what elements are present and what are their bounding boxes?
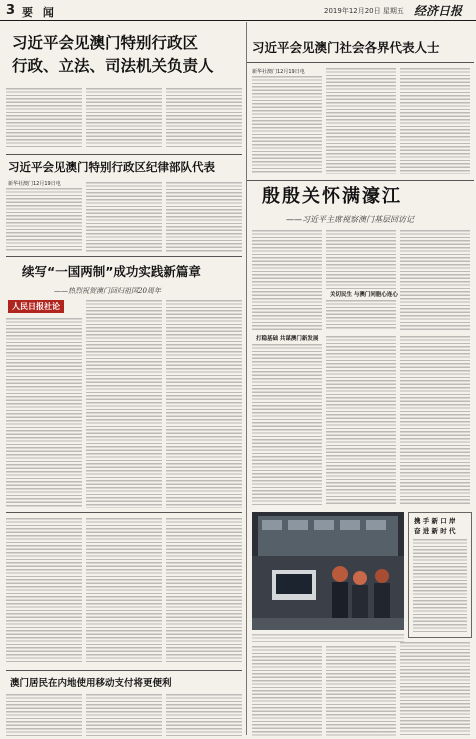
article-4-body-col-2: [326, 230, 396, 290]
issue-date: 2019年12月20日 星期五: [324, 7, 404, 15]
news-photo: [252, 512, 404, 630]
article-3-body-col-1: [6, 188, 82, 252]
article-4-body-col-5: [326, 336, 396, 506]
divider: [6, 512, 242, 513]
photo-caption-lines: [252, 634, 404, 642]
divider: [246, 62, 474, 63]
article-4-body-col-4: [252, 344, 322, 506]
divider: [6, 154, 242, 155]
article-4-subhead-2: 打稳基础 共谋澳门新发展: [256, 336, 319, 342]
side-box: [408, 512, 472, 638]
article-6-title: 澳门居民在内地使用移动支付将更便利: [10, 678, 172, 689]
article-4-subtitle: ——习近平主席视察澳门基层回访记: [286, 215, 414, 224]
article-3-byline: 新华社澳门12月19日电: [8, 181, 61, 187]
article-5-body-col-2: [86, 300, 162, 508]
masthead: [0, 0, 476, 21]
page-number: 3: [6, 3, 16, 18]
article-1-body-col-3: [166, 88, 242, 148]
article-4-body-col-6: [400, 336, 470, 506]
article-3-body-col-3: [166, 182, 242, 252]
section-label: 要 闻: [22, 6, 57, 19]
article-2-body-col-3: [400, 68, 470, 174]
lower-right-body-col-2: [326, 646, 396, 736]
article-3-title: 习近平会见澳门特别行政区纪律部队代表: [8, 160, 215, 174]
side-box-title-line-2: 奋 进 新 时 代: [414, 527, 456, 535]
article-4-body-col-1: [252, 230, 322, 330]
article-4-body-col-3: [400, 230, 470, 330]
article-6-body-col-1: [6, 694, 82, 736]
divider: [6, 256, 242, 257]
column-divider: [246, 180, 247, 735]
side-box-title-line-1: 携 手 新 口 岸: [414, 517, 456, 525]
newspaper-logo: 经济日报: [414, 4, 463, 18]
lower-body-col-3: [166, 518, 242, 664]
article-3-body-col-2: [86, 182, 162, 252]
article-6-body-col-3: [166, 694, 242, 736]
article-4-body-col-2b: [326, 300, 396, 330]
article-1-title-line-2: 行政、立法、司法机关负责人: [12, 57, 214, 75]
article-2-body-col-2: [326, 68, 396, 174]
photo-illustration: [252, 512, 404, 630]
editorial-tag: 人民日报社论: [8, 300, 64, 313]
article-4-subhead-1: 关切民生 与澳门同胞心连心: [330, 292, 398, 298]
article-1-body-col-1: [6, 88, 82, 148]
article-2-body-col-1: [252, 76, 322, 174]
article-5-title: 续写“一国两制”成功实践新篇章: [22, 264, 201, 279]
side-box-body: [413, 539, 467, 633]
article-1-body-col-2: [86, 88, 162, 148]
divider: [6, 670, 242, 671]
article-6-body-col-2: [86, 694, 162, 736]
article-1-title-line-1: 习近平会见澳门特别行政区: [12, 34, 199, 52]
article-4-title: 殷殷关怀满濠江: [262, 186, 402, 207]
lower-body-col-2: [86, 518, 162, 664]
article-2-title: 习近平会见澳门社会各界代表人士: [252, 40, 440, 55]
lower-body-col-1: [6, 518, 82, 664]
article-5-subtitle: ——热烈祝贺澳门回归祖国20周年: [54, 287, 161, 295]
lower-right-body-col-1: [252, 646, 322, 736]
divider: [246, 180, 474, 181]
lower-right-body-col-3: [400, 642, 470, 736]
article-2-byline: 新华社澳门12月19日电: [252, 69, 305, 75]
article-5-body-col-3: [166, 300, 242, 508]
column-divider: [246, 22, 247, 202]
article-5-body-col-1: [6, 318, 82, 508]
